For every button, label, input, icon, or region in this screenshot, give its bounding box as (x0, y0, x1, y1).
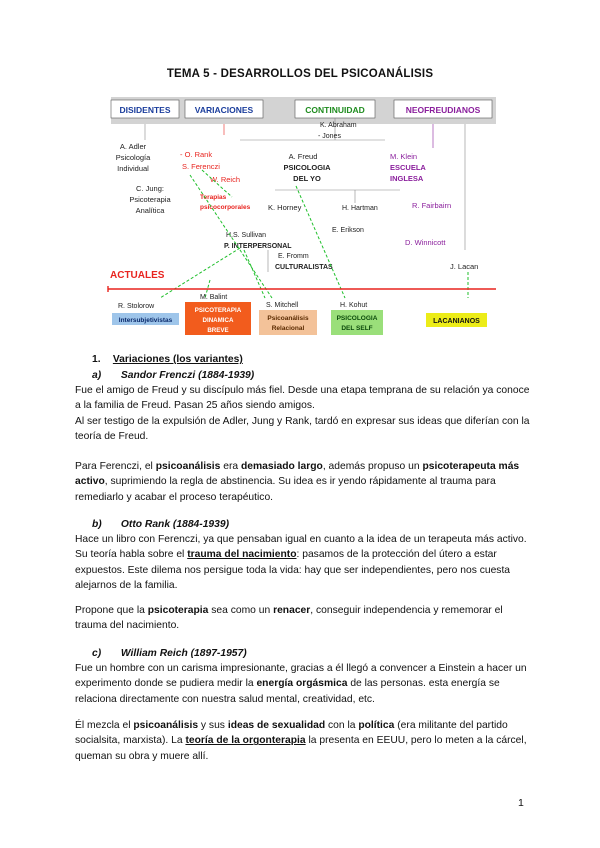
ferenczi-paragraph-2 (75, 459, 535, 505)
influence-arrows (160, 170, 468, 298)
header-disidentes: DISIDENTES (119, 105, 171, 115)
reich-paragraph-2 (75, 718, 535, 764)
stolorow-name: R. Stolorow (118, 303, 155, 310)
subsection-c-letter: c) (92, 648, 102, 659)
rank-paragraph-2 (75, 603, 535, 634)
fairbairn-name: R. Fairbairn (412, 201, 452, 210)
kohut-name: H. Kohut (340, 302, 368, 309)
header-variaciones: VARIACIONES (194, 105, 254, 115)
klein-school-2: INGLESA (390, 174, 424, 183)
section-1-title: Variaciones (los variantes) (112, 354, 243, 365)
sullivan-name: H.S. Sullivan (226, 232, 267, 239)
adler-school-1: Psicología (115, 153, 151, 162)
box-lacanianos-label: LACANIANOS (433, 318, 480, 325)
adler-name: A. Adler (119, 142, 147, 151)
box-relacional-1: Psicoanálisis (267, 315, 309, 322)
reich-name: W. Reich (210, 175, 241, 184)
rank-p1: Hace un libro con Ferenczi, ya que pensaban igual en cuanto a la idea de un terapeuta más activo. Su teoría habla sobre el trauma del nacimiento: pasamos de la protección del útero a estar expuestos. Este dilema nos persigue toda la vida: hay que ser independientes, pero nos cuesta alejarnos de la familia. (75, 534, 527, 592)
section-1-heading (92, 352, 552, 367)
erikson-name: E. Erikson (332, 227, 364, 234)
jung-name: C. Jung: (136, 184, 164, 193)
section-1-number: 1. (92, 354, 101, 365)
box-self-1: PSICOLOGIA (336, 315, 378, 322)
sullivan-school: P. INTERPERSONAL (224, 243, 292, 250)
ferenczi-p2: Al ser testigo de la expulsión de Adler, Jung y Rank, tardó en expresar sus ideas que diferían con la teoría de Freud. (75, 415, 530, 443)
freud-name: A. Freud (288, 152, 318, 161)
page-number: 1 (518, 797, 524, 809)
box-intersubjetivistas-label: Intersubjetivistas (118, 317, 173, 324)
jung-school-2: Analítica (135, 206, 165, 215)
psychoanalysis-diagram (0, 0, 600, 340)
terapias-label-1: Terapias (200, 194, 227, 201)
mitchell-name: S. Mitchell (266, 302, 299, 309)
subsection-b-heading (92, 517, 552, 532)
lacan-name: J. Lacan (450, 262, 479, 271)
page-title: TEMA 5 - DESARROLLOS DEL PSICOANÁLISIS (166, 68, 434, 80)
header-neofreudianos: NEOFREUDIANOS (405, 105, 481, 115)
freud-school-2: DEL YO (293, 174, 321, 183)
fromm-school: CULTURALISTAS (275, 264, 333, 271)
klein-name: M. Klein (390, 152, 418, 161)
rank-paragraph-1 (75, 532, 535, 594)
terapias-label-2: psicocorporales (200, 204, 251, 211)
box-psicoterapia-breve-1: PSICOTERAPIA (194, 307, 242, 314)
fromm-name: E. Fromm (278, 253, 309, 260)
box-relacional-2: Relacional (271, 325, 305, 332)
abraham-name: K. Abraham (320, 122, 357, 129)
balint-name: M. Balint (200, 294, 228, 301)
reich-paragraph-1 (75, 661, 535, 707)
winnicott-name: D. Winnicott (405, 238, 446, 247)
hartmann-name: H. Hartman (342, 205, 378, 212)
jones-name: - Jones (318, 133, 341, 140)
subsection-a-letter: a) (92, 370, 102, 381)
subsection-b-title: Otto Rank (1884-1939) (120, 519, 230, 530)
box-self-2: DEL SELF (341, 325, 373, 332)
ferenczi-p3: Para Ferenczi, el psicoanálisis era demasiado largo, además propuso un psicoterapeuta más activo, suprimiendo la regla de abstinencia. Su idea es ir yendo rápidamente al trauma para remediarlo y acabar el proceso terapéutico. (75, 461, 520, 503)
rank-name: - O. Rank (180, 150, 213, 159)
subsection-a-title: Sandor Frenczi (1884-1939) (120, 370, 255, 381)
reich-p2: Él mezcla el psicoanálisis y sus ideas de sexualidad con la política (era militante del partido socialsita, marxista). La teoría de la orgonterapia la presenta en EEUU, pero lo meten a la cárcel, queman su obra y muere allí. (75, 720, 527, 762)
freud-school-1: PSICOLOGIA (283, 163, 331, 172)
subsection-b-letter: b) (92, 519, 102, 530)
jung-school-1: Psicoterapia (129, 195, 171, 204)
actuales-label: ACTUALES (110, 270, 165, 281)
horney-name: K. Horney (268, 203, 302, 212)
ferenczi-paragraph-1 (75, 383, 535, 445)
subsection-c-heading (92, 646, 552, 661)
ferenczi-p1: Fue el amigo de Freud y su discípulo más fiel. Desde una etapa temprana de su relación ya conoce a la familia de Freud. Pasan 25 años siendo amigos. (75, 385, 530, 412)
subsection-a-heading (92, 368, 552, 383)
rank-p2: Propone que la psicoterapia sea como un renacer, conseguir independencia y rememorar el trauma del nacimiento. (75, 605, 503, 632)
box-psicoterapia-breve-3: BREVE (207, 327, 229, 334)
header-continuidad: CONTINUIDAD (305, 105, 365, 115)
adler-school-2: Individual (117, 164, 149, 173)
klein-school-1: ESCUELA (390, 163, 426, 172)
reich-p1: Fue un hombre con un carisma impresionante, gracias a él llegó a convencer a Einstein a hacer un experimento donde se pudiera medir la energía orgásmica de las personas. esta energía se relaciona directamente con nuestra salud mental, creatividad, etc. (75, 663, 527, 705)
box-psicoterapia-breve-2: DINAMICA (202, 317, 234, 324)
ferenczi-name: S. Ferenczi (182, 162, 220, 171)
subsection-c-title: William Reich (1897-1957) (120, 648, 247, 659)
